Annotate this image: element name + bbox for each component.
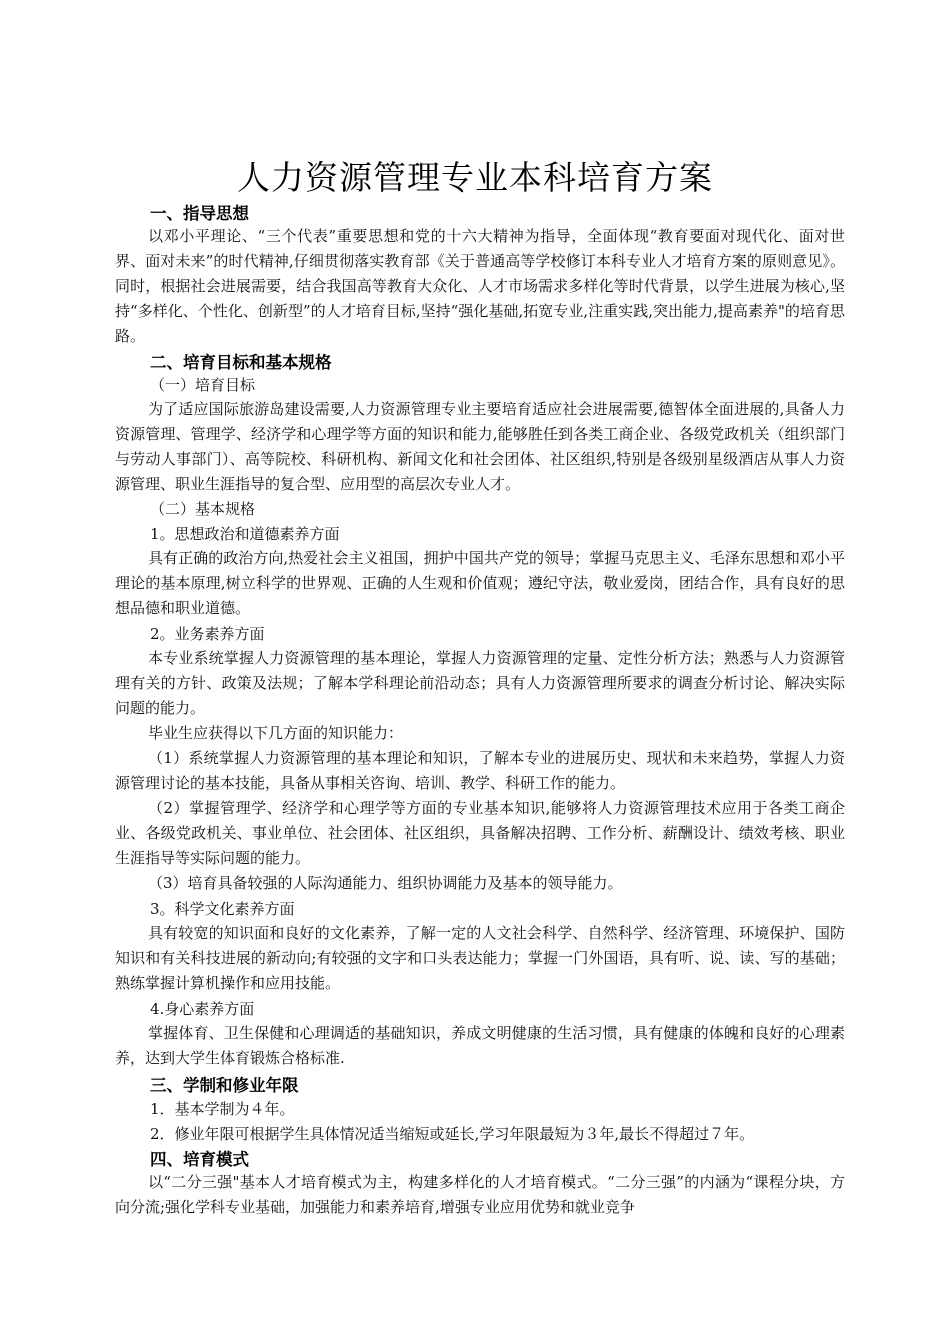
paragraph: 掌握体育、卫生保健和心理调适的基础知识，养成文明健康的生活习惯，具有健康的体魄和良好的心理素养，达到大学生体育锻炼合格标准.: [115, 1024, 845, 1067]
subheading-goals: （一）培育目标: [150, 376, 256, 394]
paragraph: （3）培育具备较强的人际沟通能力、组织协调能力及基本的领导能力。: [148, 874, 623, 892]
paragraph: 毕业生应获得以下几方面的知识能力：: [148, 724, 404, 742]
list-item: 1．基本学制为４年。: [150, 1100, 295, 1118]
subheading-basic-specs: （二）基本规格: [150, 500, 256, 518]
paragraph: 具有较宽的知识面和良好的文化素养，了解一定的人文社会科学、自然科学、经济管理、环境保护、国防知识和有关科技进展的新动向;有较强的文字和口头表达能力；掌握一门外国语，具有听、说、读、写的基础；熟练掌握计算机操作和应用技能。: [115, 924, 845, 992]
list-item-heading: 4.身心素养方面: [150, 1000, 255, 1018]
paragraph: （2）掌握管理学、经济学和心理学等方面的专业基本知识,能够将人力资源管理技术应用于各类工商企业、各级党政机关、事业单位、社会团体、社区组织，具备解决招聘、工作分析、薪酬设计、绩效考核、职业生涯指导等实际问题的能力。: [115, 799, 845, 867]
list-item-heading: 2。业务素养方面: [150, 625, 265, 643]
document-title: 人力资源管理专业本科培育方案: [237, 158, 713, 197]
section-heading-goals-and-specs: 二、培育目标和基本规格: [150, 353, 332, 372]
paragraph: 具有正确的政治方向,热爱社会主义祖国，拥护中国共产党的领导；掌握马克思主义、毛泽东思想和邓小平理论的基本原理,树立科学的世界观、正确的人生观和价值观；遵纪守法，敬业爱岗，团结合作，具有良好的思想品德和职业道德。: [115, 549, 845, 617]
paragraph: 以“二分三强"基本人才培育模式为主，构建多样化的人才培育模式。“二分三强”的内涵为“课程分块，方向分流;强化学科专业基础，加强能力和素养培育,增强专业应用优势和就业竞争: [115, 1173, 845, 1216]
paragraph: （1）系统掌握人力资源管理的基本理论和知识，了解本专业的进展历史、现状和未来趋势，掌握人力资源管理讨论的基本技能，具备从事相关咨询、培训、教学、科研工作的能力。: [115, 749, 845, 792]
list-item: 2．修业年限可根据学生具体情况适当缩短或延长,学习年限最短为３年,最长不得超过７年。: [150, 1125, 755, 1143]
list-item-heading: 1。思想政治和道德素养方面: [150, 525, 340, 543]
paragraph: 为了适应国际旅游岛建设需要,人力资源管理专业主要培育适应社会进展需要,德智体全面进展的,具备人力资源管理、管理学、经济学和心理学等方面的知识和能力,能够胜任到各类工商企业、各级党政机关（组织部门与劳动人事部门）、高等院校、科研机构、新闻文化和社会团体、社区组织,特别是各级别星级酒店从事人力资源管理、职业生涯指导的复合型、应用型的高层次专业人才。: [115, 400, 845, 493]
section-heading-duration: 三、学制和修业年限: [150, 1076, 299, 1095]
section-heading-training-model: 四、培育模式: [150, 1150, 249, 1169]
paragraph: 本专业系统掌握人力资源管理的基本理论，掌握人力资源管理的定量、定性分析方法；熟悉与人力资源管理有关的方针、政策及法规；了解本学科理论前沿动态；具有人力资源管理所要求的调查分析讨论、解决实际问题的能力。: [115, 649, 845, 717]
section-heading-guiding-ideology: 一、指导思想: [150, 204, 249, 223]
list-item-heading: 3。科学文化素养方面: [150, 900, 295, 918]
paragraph: 以邓小平理论、“三个代表”重要思想和党的十六大精神为指导，全面体现“教育要面对现代化、面对世界、面对未来”的时代精神,仔细贯彻落实教育部《关于普通高等学校修订本科专业人才培育方案的原则意见》。同时，根据社会进展需要，结合我国高等教育大众化、人才市场需求多样化等时代背景，以学生进展为核心,坚持“多样化、个性化、创新型”的人才培育目标,坚持“强化基础,拓宽专业,注重实践,突出能力,提高素养"的培育思路。: [115, 227, 845, 345]
